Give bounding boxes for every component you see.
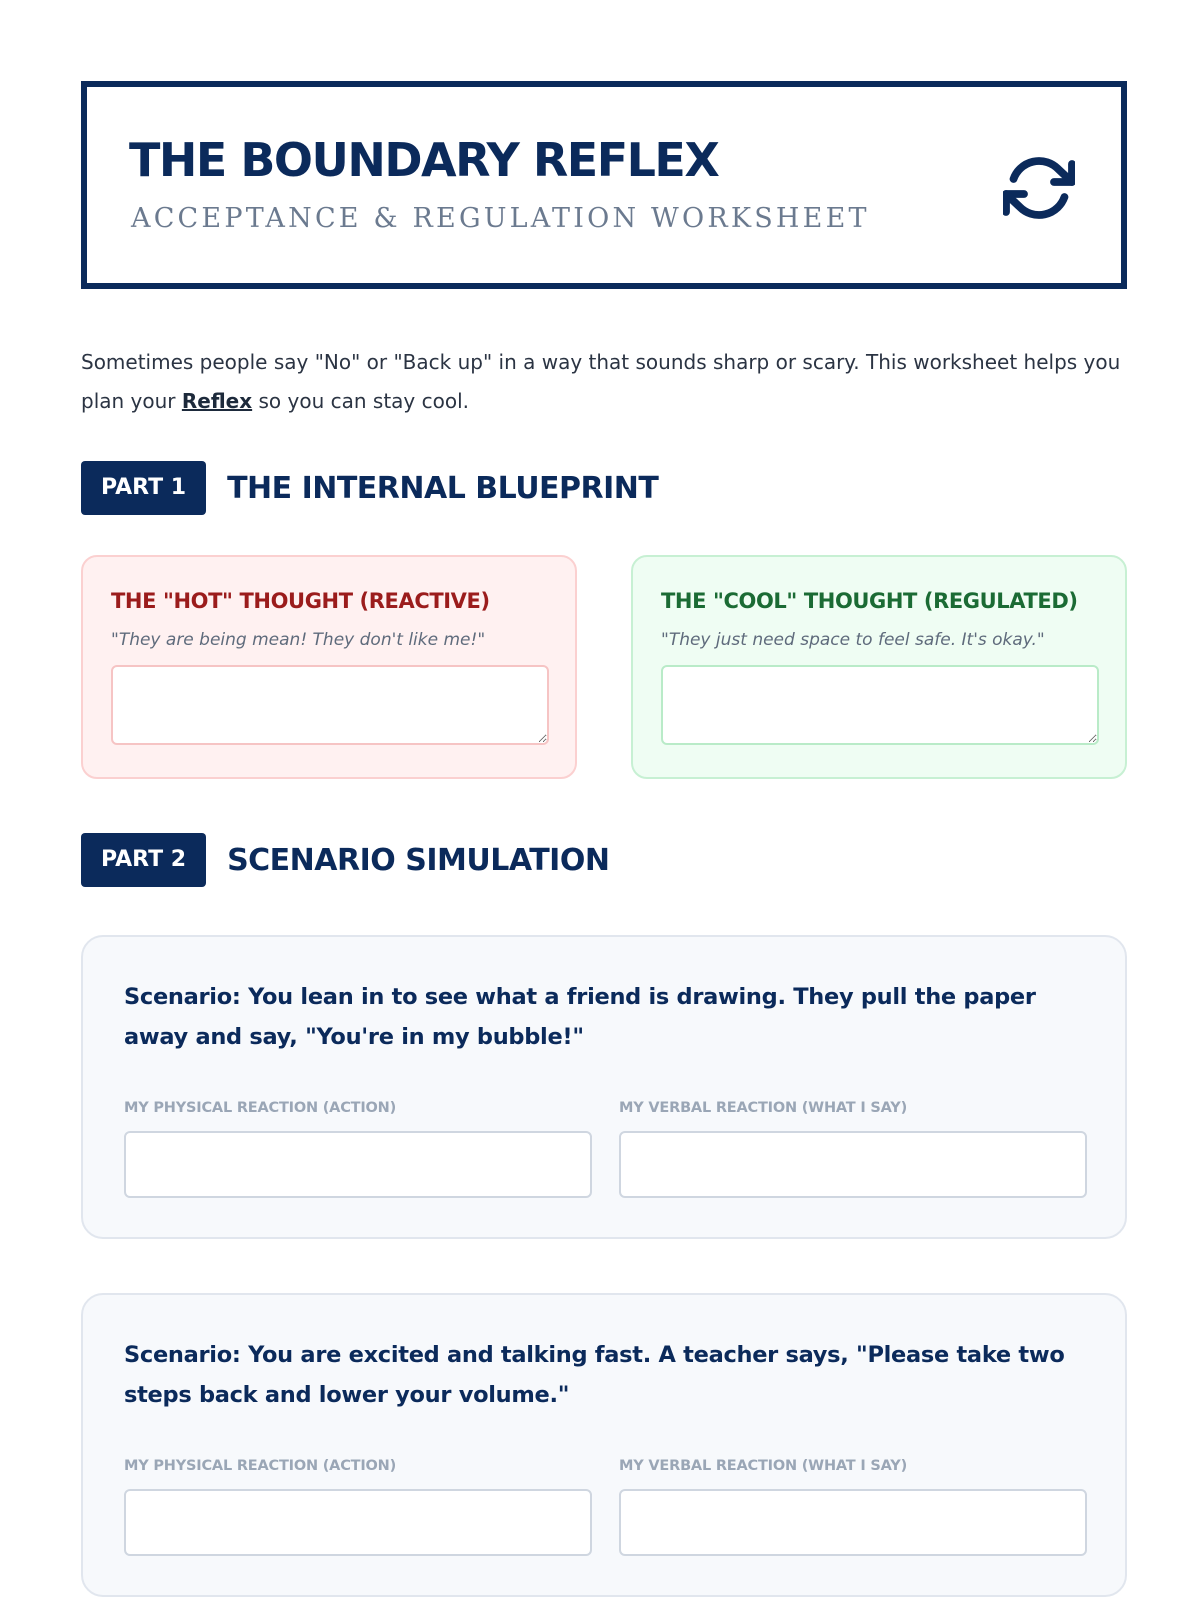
hot-thought-input[interactable] <box>111 665 549 745</box>
verbal-reaction-input-1[interactable] <box>619 1131 1087 1198</box>
header-box <box>81 81 1127 289</box>
verbal-reaction-label-1: MY VERBAL REACTION (WHAT I SAY) <box>619 1100 907 1116</box>
part1-badge: PART 1 <box>81 461 206 515</box>
part2-badge: PART 2 <box>81 833 206 887</box>
intro-text-after: so you can stay cool. <box>252 389 469 413</box>
hot-thought-label: THE "HOT" THOUGHT (REACTIVE) <box>111 589 490 613</box>
hot-thought-example: "They are being mean! They don't like me!" <box>111 630 486 650</box>
intro-emphasis: Reflex <box>181 389 253 413</box>
scenario-card-1 <box>81 935 1127 1239</box>
intro-paragraph <box>81 343 1127 421</box>
worksheet-page <box>81 81 1127 1474</box>
verbal-reaction-label-2: MY VERBAL REACTION (WHAT I SAY) <box>619 1458 907 1474</box>
scenario-text-1: Scenario: You lean in to see what a friend is drawing. They pull the paper away and say, "You're in my bubble!" <box>124 984 1036 1050</box>
cool-thought-example: "They just need space to feel safe. It's okay." <box>661 630 1045 650</box>
part1-header <box>81 461 658 515</box>
physical-reaction-input-1[interactable] <box>124 1131 592 1198</box>
intro-text-before: Sometimes people say "No" or "Back up" in a way that sounds sharp or scary. This worksheet helps you plan your <box>81 350 1121 413</box>
part2-header <box>81 833 609 887</box>
scenario-card-2 <box>81 1293 1127 1597</box>
cool-thought-input[interactable] <box>661 665 1099 745</box>
verbal-reaction-input-2[interactable] <box>619 1489 1087 1556</box>
physical-reaction-input-2[interactable] <box>124 1489 592 1556</box>
scenario-text-2: Scenario: You are excited and talking fast. A teacher says, "Please take two steps back and lower your volume." <box>124 1342 1065 1408</box>
page-subtitle: ACCEPTANCE & REGULATION WORKSHEET <box>131 203 870 234</box>
part2-title: SCENARIO SIMULATION <box>227 842 610 878</box>
cool-thought-card <box>631 555 1127 779</box>
part1-title: THE INTERNAL BLUEPRINT <box>227 470 659 506</box>
physical-reaction-label-1: MY PHYSICAL REACTION (ACTION) <box>124 1100 397 1116</box>
physical-reaction-label-2: MY PHYSICAL REACTION (ACTION) <box>124 1458 397 1474</box>
hot-thought-card <box>81 555 577 779</box>
cool-thought-label: THE "COOL" THOUGHT (REGULATED) <box>661 589 1078 613</box>
page-title: THE BOUNDARY REFLEX <box>129 133 719 187</box>
refresh-icon <box>1003 152 1075 224</box>
